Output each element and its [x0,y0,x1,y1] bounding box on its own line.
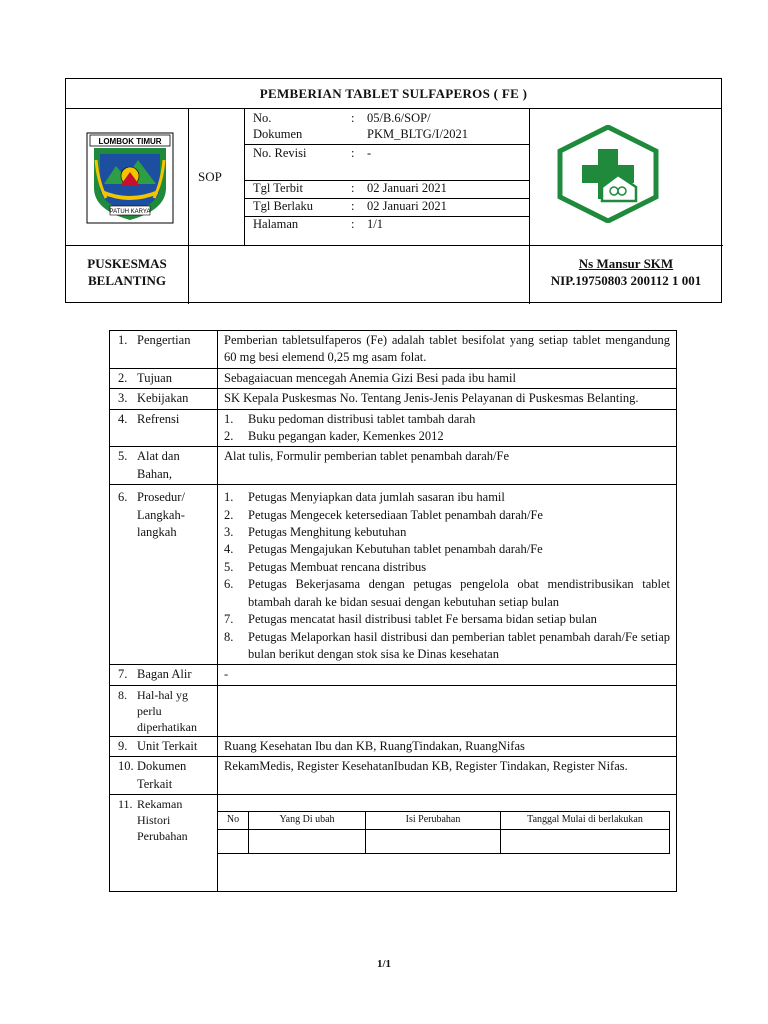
field-label-revisi: No. Revisi [253,146,307,160]
history-header: Isi Perubahan [366,811,501,829]
field-sep: : [351,181,355,195]
signer-nip: NIP.19750803 200112 1 001 [550,273,702,288]
row-number: 2. [118,370,128,385]
logo-text-top: LOMBOK TIMUR [98,137,162,146]
list-item: 2. Buku pegangan kader, Kemenkes 2012 [224,429,444,444]
logo-text-bottom: PATUH KARYA [109,209,151,215]
row-label: Hal-hal yg [137,687,188,702]
dokumen-text: RekamMedis, Register KesehatanIbudan KB, Register Tindakan, Register Nifas. [218,757,677,795]
row-label: Bagan Alir [137,667,192,682]
row-pengertian [110,331,677,369]
list-item: 3. Petugas Menghitung kebutuhan [224,525,407,540]
divider [66,245,723,246]
history-header: No [218,811,249,829]
refrensi-list [224,411,670,446]
row-label: langkah [137,525,177,540]
row-label: Refrensi [137,411,180,426]
field-sep: : [351,146,355,160]
field-label-tgl-terbit: Tgl Terbit [253,181,303,195]
signer-name: Ns Mansur SKM [578,256,674,271]
row-label: Prosedur/ [137,490,185,505]
row-label: Langkah- [137,507,185,522]
org-name-line2: BELANTING [87,273,167,288]
row-number: 9. [118,738,128,753]
row-alat [110,447,677,485]
pengertian-text: Pemberian tabletsulfaperos (Fe) adalah tablet besifolat yang setiap tablet mengandung 60 mg besi elemend 0,25 mg asam folat. [218,331,677,369]
field-value-tgl-berlaku: 02 Januari 2021 [367,199,447,213]
alat-text: Alat tulis, Formulir pemberian tablet penambah darah/Fe [218,447,677,485]
list-item: 7. Petugas mencatat hasil distribusi tablet Fe bersama bidan setiap bulan [224,612,597,627]
hal-text [218,685,677,736]
row-label: perlu [137,703,162,718]
row-number: 1. [118,333,128,347]
puskesmas-logo [556,125,660,223]
row-label: Unit Terkait [137,738,198,753]
row-label: Terkait [137,776,173,791]
field-label-no: No. [253,111,272,125]
row-label: Dokumen [137,759,187,774]
divider [244,108,245,245]
unit-text: Ruang Kesehatan Ibu dan KB, RuangTindakan, RuangNifas [218,736,677,756]
field-label-tgl-berlaku: Tgl Berlaku [253,199,314,213]
bagan-text: - [218,665,677,685]
row-number: 11. [118,796,133,811]
row-label: Alat dan [137,449,180,464]
list-item: 2. Petugas Mengecek ketersediaan Tablet penambah darah/Fe [224,507,543,522]
row-label: Kebijakan [137,391,189,406]
row-kebijakan [110,389,677,409]
history-header-row [218,811,670,829]
lombok-timur-logo [86,132,174,224]
row-dokumen-terkait [110,757,677,795]
row-number: 10. [118,759,134,774]
field-sep: : [351,217,355,231]
sop-header [65,78,722,303]
list-item: 1. Petugas Menyiapkan data jumlah sasaran ibu hamil [224,490,505,505]
kebijakan-text: SK Kepala Puskesmas No. Tentang Jenis-Jenis Pelayanan di Puskesmas Belanting. [218,389,677,409]
row-label: Pengertian [137,333,191,347]
field-sep: : [351,199,355,213]
row-bagan-alir [110,665,677,685]
row-label: Tujuan [137,370,172,385]
history-header: Yang Di ubah [249,811,366,829]
row-label: diperhatikan [137,719,197,734]
row-label: Rekaman [137,796,183,811]
field-value-tgl-terbit: 02 Januari 2021 [367,181,447,195]
page-number: 1/1 [376,958,392,970]
field-value-no-dokumen: 05/B.6/SOP/ [367,111,431,125]
list-item: 5. Petugas Membuat rencana distribus [224,559,427,574]
field-sep: : [351,111,355,125]
row-number: 7. [118,667,128,682]
field-label-dokumen: Dokumen [253,127,303,141]
sop-content-table [109,330,677,892]
row-label: Perubahan [137,828,188,843]
row-rekaman-histori [110,794,677,891]
list-item: 6. Petugas Bekerjasama dengan petugas pengelola obat mendistribusikan tablet btambah darah ke bidan sesuai dengan kebutuhan setiap bulan [224,577,670,609]
history-header: Tanggal Mulai di berlakukan [501,811,670,829]
row-tujuan [110,368,677,388]
field-value-halaman: 1/1 [367,217,383,231]
field-label-halaman: Halaman [253,217,299,231]
row-unit-terkait [110,736,677,756]
prosedur-list [224,489,670,663]
divider [188,245,189,304]
table-row [218,829,670,853]
row-number: 4. [118,411,128,426]
row-number: 8. [118,687,127,702]
list-item: 8. Petugas Melaporkan hasil distribusi dan pemberian tablet penambah darah/Fe setiap bulan berikut dengan stok sisa ke Dinas kesehatan [224,629,670,661]
list-item: 1. Buku pedoman distribusi tablet tambah darah [224,411,476,426]
row-hal-hal [110,685,677,736]
sop-label: SOP [198,169,222,184]
field-value-revisi: - [367,146,372,160]
row-number: 3. [118,391,128,406]
row-prosedur [110,485,677,665]
document-title: PEMBERIAN TABLET SULFAPEROS ( FE ) [66,79,721,109]
row-refrensi [110,409,677,447]
row-number: 5. [118,449,128,464]
list-item: 4. Petugas Mengajukan Kebutuhan tablet penambah darah/Fe [224,542,543,557]
row-label: Bahan, [137,466,173,481]
divider [188,108,189,245]
tujuan-text: Sebagaiacuan mencegah Anemia Gizi Besi pada ibu hamil [218,368,677,388]
field-value-no-dokumen: PKM_BLTG/I/2021 [367,127,468,141]
org-name-line1: PUSKESMAS [87,256,167,271]
row-label: Histori [137,812,171,827]
row-number: 6. [118,490,128,505]
history-table [217,811,670,854]
